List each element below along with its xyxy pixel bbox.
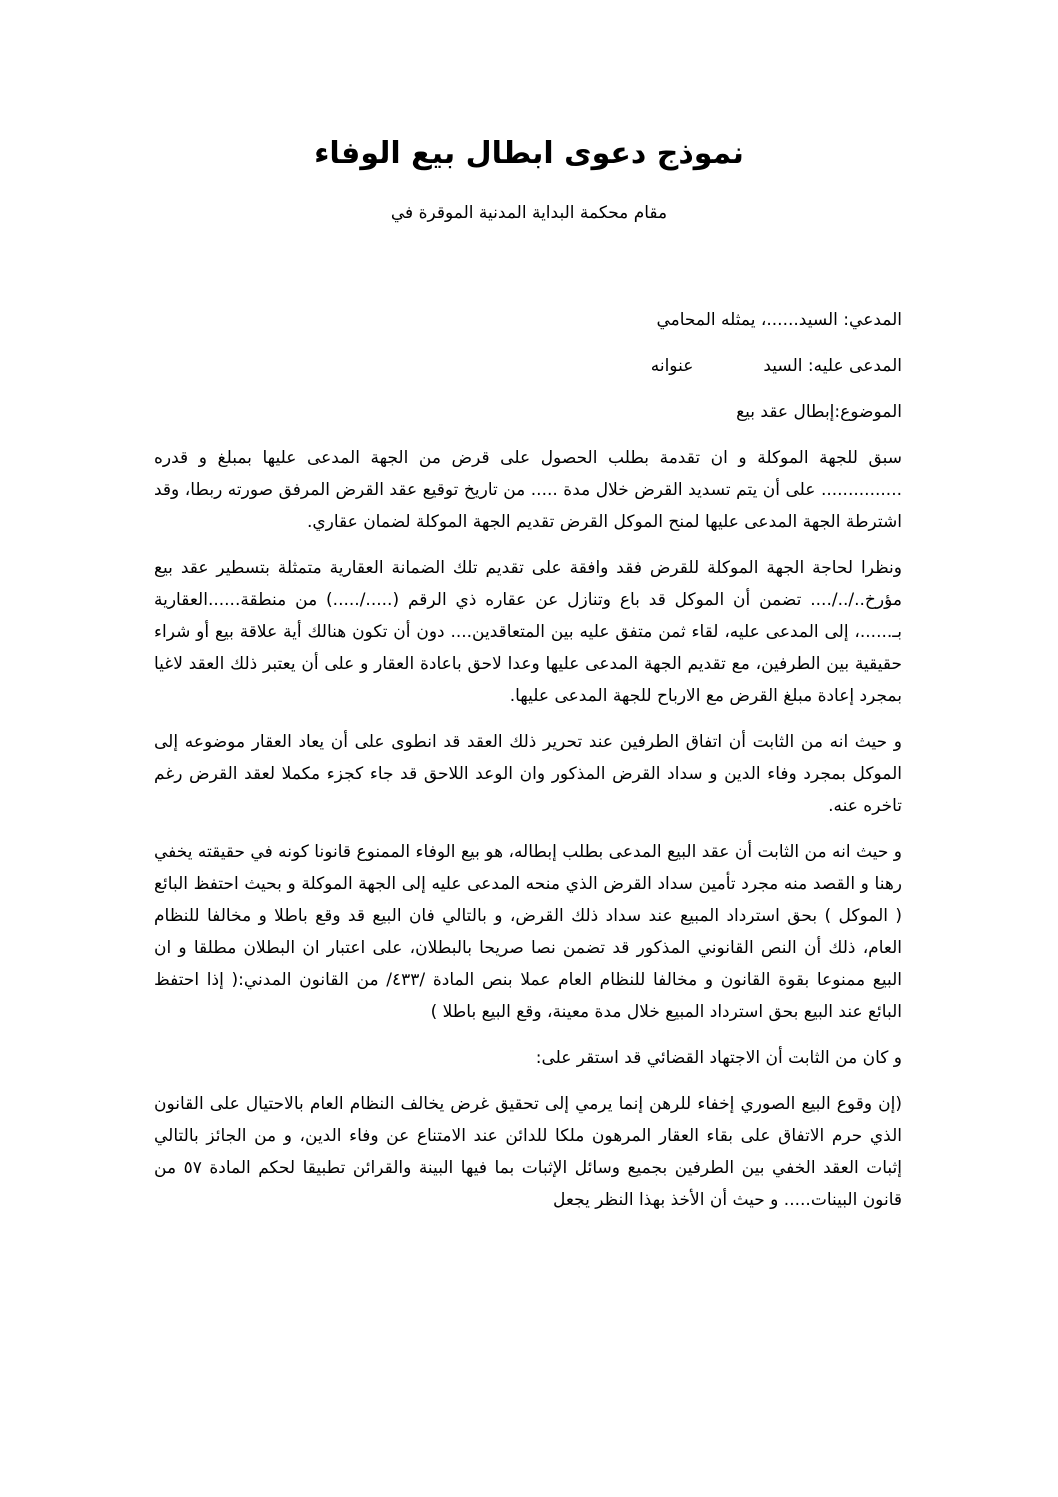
subject-line: الموضوع:إبطال عقد بيع xyxy=(736,402,902,422)
defendant-address: عنوانه xyxy=(650,356,694,376)
paragraph: و كان من الثابت أن الاجتهاد القضائي قد استقر على: xyxy=(535,1048,902,1068)
page-title: نموذج دعوى ابطال بيع الوفاء xyxy=(314,136,744,171)
court-heading: مقام محكمة البداية المدنية الموقرة في xyxy=(390,203,668,223)
paragraph: و حيث انه من الثابت أن عقد البيع المدعى بطلب إبطاله، هو بيع الوفاء الممنوع قانونا كونه في حقيقته يخفي رهنا و القصد منه مجرد تأمين سداد القرض الذي منحه المدعى عليه إلى الجهة الموكلة و بحيث احتفظ البائع ( الموكل ) بحق استرداد المبيع عند سداد ذلك القرض، و بالتالي فان البيع قد وقع باطلا و مخالفا للنظام العام، ذلك أن النص القانوني المذكور قد تضمن نصا صريحا بالبطلان، على اعتبار ان البطلان مطلقا و ان البيع ممنوعا بقوة القانون و مخالفا للنظام العام عملا بنص المادة /٤٣٣/ من القانون المدني:( إذا احتفظ البائع عند البيع بحق استرداد المبيع خلال مدة معينة، وقع البيع باطلا ) xyxy=(154,842,902,1022)
paragraph: ونظرا لحاجة الجهة الموكلة للقرض فقد وافقة على تقديم تلك الضمانة العقارية متمثلة بتسطير عقد بيع مؤرخ../../.... تضمن أن الموكل قد باع وتنازل عن عقاره ذي الرقم (...../.....) من منطقة......العقارية بـ......، إلى المدعى عليه، لقاء ثمن متفق عليه بين المتعاقدين.... دون أن تكون هنالك أية علاقة بيع أو شراء حقيقية بين الطرفين، مع تقديم الجهة المدعى عليها وعدا لاحق باعادة العقار و على أن يعتبر ذلك العقد لاغيا بمجرد إعادة مبلغ القرض مع الارباح للجهة المدعى عليها. xyxy=(154,558,902,706)
defendant-label: المدعى عليه: السيد xyxy=(763,356,902,376)
defendant-line xyxy=(154,350,902,382)
document-body xyxy=(154,304,902,1216)
paragraph: سبق للجهة الموكلة و ان تقدمة بطلب الحصول على قرض من الجهة المدعى عليها بمبلغ و قدره ............... على أن يتم تسديد القرض خلال مدة ..... من تاريخ توقيع عقد القرض المرفق صورته ربطا، وقد اشترطة الجهة المدعى عليها لمنح الموكل القرض تقديم الجهة الموكلة لضمان عقاري. xyxy=(154,448,902,532)
plaintiff-line: المدعي: السيد......، يمثله المحامي xyxy=(656,310,902,330)
paragraph-quote: (إن وقوع البيع الصوري إخفاء للرهن إنما يرمي إلى تحقيق غرض يخالف النظام العام بالاحتيال على القانون الذي حرم الاتفاق على بقاء العقار المرهون ملكا للدائن عند الامتناع عن وفاء الدين، و من الجائز بالتالي إثبات العقد الخفي بين الطرفين بجميع وسائل الإثبات بما فيها البينة والقرائن تطبيقا لحكم المادة ٥٧ من قانون البينات..... و حيث أن الأخذ بهذا النظر يجعل xyxy=(154,1094,902,1210)
paragraph: و حيث انه من الثابت أن اتفاق الطرفين عند تحرير ذلك العقد قد انطوى على أن يعاد العقار موضوعه إلى الموكل بمجرد وفاء الدين و سداد القرض المذكور وان الوعد اللاحق قد جاء كجزء مكملا لعقد القرض رغم تاخره عنه. xyxy=(154,732,902,816)
